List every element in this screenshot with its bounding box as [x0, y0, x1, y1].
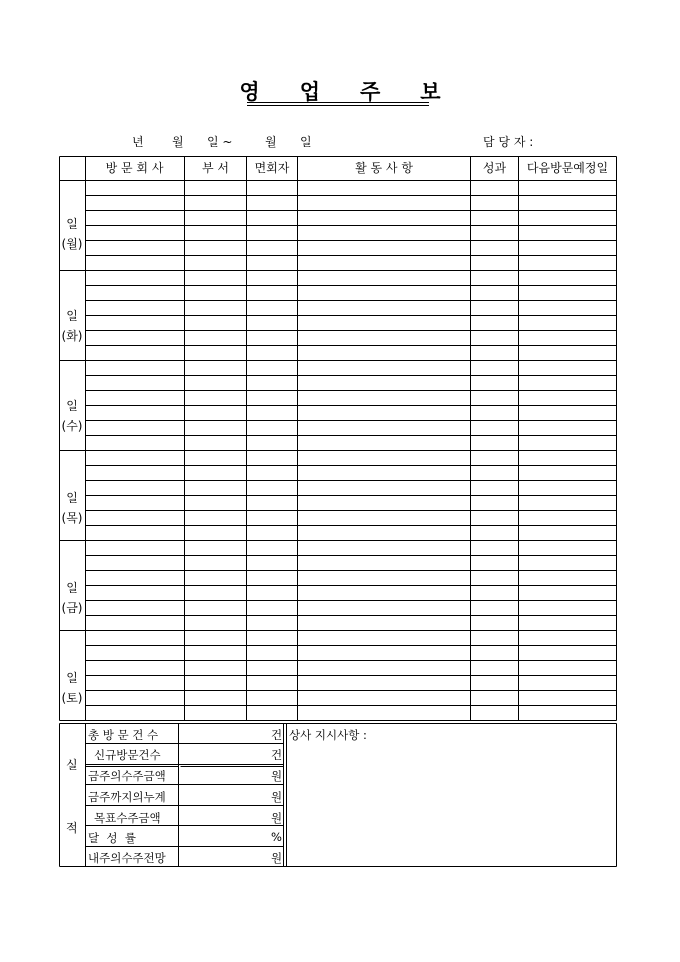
column-header-department: 부 서	[202, 161, 229, 175]
day-label	[59, 578, 85, 618]
summary-side-label: 실	[66, 758, 78, 772]
date-day-from-label: 일 ~	[207, 135, 233, 149]
day-label	[59, 668, 85, 708]
day-label	[59, 396, 85, 436]
day-label-day: 일	[66, 671, 78, 685]
day-label-day: 일	[66, 399, 78, 413]
summary-row-unit: 원	[271, 811, 283, 825]
day-label	[59, 214, 85, 254]
day-label-weekday: (수)	[61, 419, 83, 433]
summary-row-unit: 건	[271, 728, 283, 742]
title-char: 보	[420, 80, 441, 104]
summary-row-unit: 원	[271, 790, 283, 804]
day-label-day: 일	[66, 581, 78, 595]
summary-row-label: 총 방 문 건 수	[88, 728, 159, 742]
summary-row-label: 금주의수주금액	[88, 769, 166, 783]
title-char: 업	[299, 80, 320, 104]
summary-row-unit: 원	[271, 769, 283, 783]
day-label-day: 일	[66, 217, 78, 231]
summary-row-label: 목표수주금액	[94, 811, 161, 825]
column-header-result: 성과	[482, 161, 507, 175]
column-header-next-visit: 다음방문예정일	[526, 161, 609, 175]
title-char: 영	[239, 80, 260, 104]
manager-label: 담 당 자 :	[483, 135, 534, 149]
manager-instructions-label: 상사 지시사항 :	[289, 728, 367, 742]
date-day2-label: 일	[300, 135, 312, 149]
summary-row-unit: %	[271, 830, 282, 844]
day-label-day: 일	[66, 491, 78, 505]
date-year-label: 년	[132, 135, 144, 149]
summary-row-label: 달 성 률	[88, 831, 136, 845]
day-label-weekday: (금)	[61, 601, 83, 615]
summary-row-label: 신규방문건수	[94, 748, 161, 762]
summary-row-label: 내주의수주전망	[88, 851, 166, 865]
column-header-contact: 면회자	[254, 161, 290, 175]
day-label-weekday: (화)	[61, 329, 83, 343]
date-month-label: 월	[172, 135, 184, 149]
day-label-weekday: (월)	[61, 237, 83, 251]
summary-side-label: 적	[66, 821, 78, 835]
summary-row-unit: 건	[271, 748, 283, 762]
column-header-activity: 활 동 사 항	[355, 161, 413, 175]
title-char: 주	[360, 80, 381, 104]
column-header-company: 방 문 회 사	[105, 161, 164, 175]
day-label-weekday: (토)	[61, 691, 83, 705]
day-label	[59, 306, 85, 346]
day-label	[59, 488, 85, 528]
day-label-weekday: (목)	[61, 511, 83, 525]
summary-row-label: 금주까지의누계	[88, 790, 166, 804]
summary-row-unit: 원	[271, 851, 283, 865]
day-label-day: 일	[66, 309, 78, 323]
date-month2-label: 월	[265, 135, 277, 149]
